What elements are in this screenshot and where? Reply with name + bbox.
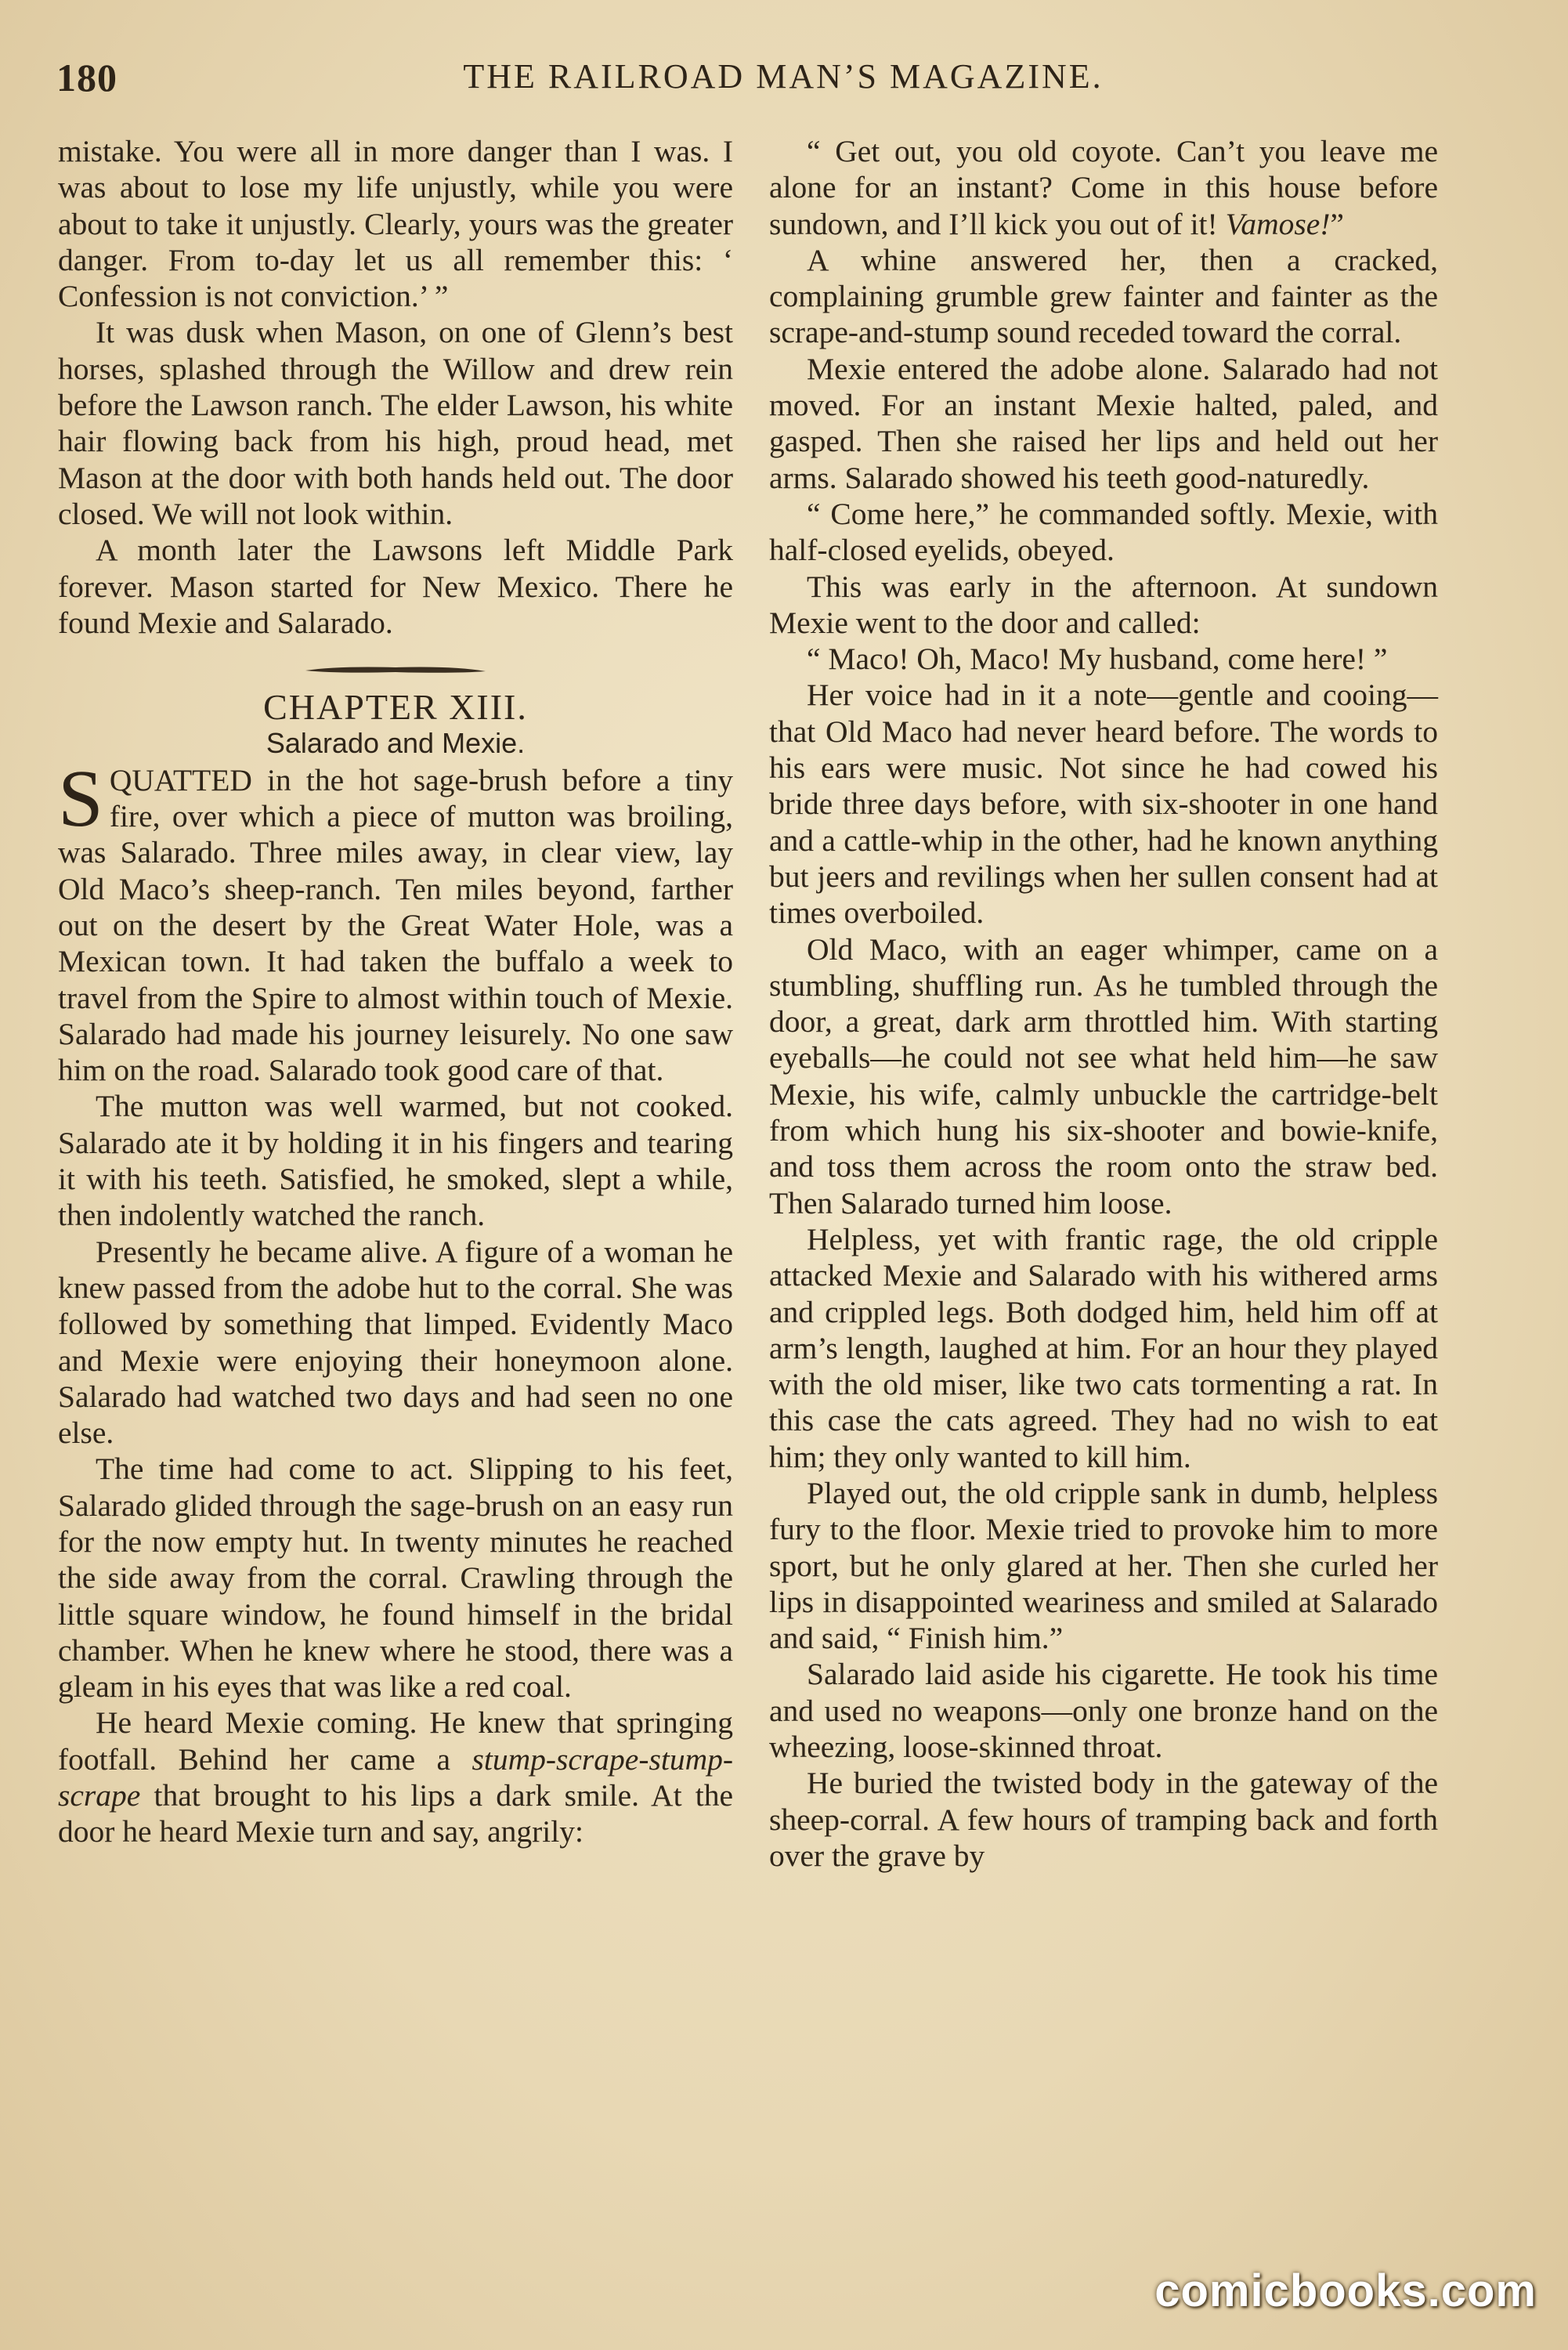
paragraph: Mexie entered the adobe alone. Salarado had not moved. For an instant Mexie halted, paled, and gasped. Then she raised her lips and held out her arms. Salarado showed his teeth good-naturedly. xyxy=(769,351,1438,495)
right-column xyxy=(769,133,1438,1874)
paragraph-text: “ Get out, you old coyote. Can’t you leave me alone for an instant? Come in this house before sundown, and I’ll kick you out of it! xyxy=(769,134,1438,241)
paragraph xyxy=(769,133,1438,242)
paragraph: Helpless, yet with frantic rage, the old cripple attacked Mexie and Salarado with his withered arms and crippled legs. Both dodged him, held him off at arm’s length, laughed at him. For an hour they played with the old miser, like two cats tormenting a rat. In this case the cats agreed. They had no wish to eat him; they only wanted to kill him. xyxy=(769,1221,1438,1474)
running-head: THE RAILROAD MAN’S MAGAZINE. xyxy=(463,57,1104,96)
drop-cap: S xyxy=(58,753,103,844)
paragraph xyxy=(58,1705,733,1849)
paragraph: Played out, the old cripple sank in dumb, helpless fury to the floor. Mexie tried to provoke him to more sport, but he only glared at her. Then she curled her lips in disappointed weariness and smiled at Salarado and said, “ Finish him.” xyxy=(769,1475,1438,1656)
paragraph: Presently he became alive. A figure of a woman he knew passed from the adobe hut to the corral. She was followed by something that limped. Evidently Maco and Mexie were enjoying their honeymoon alone. Salarado had watched two days and had seen no one else. xyxy=(58,1234,733,1451)
paragraph: Salarado laid aside his cigarette. He took his time and used no weapons—only one bronze hand on the wheezing, loose-skinned throat. xyxy=(769,1657,1438,1765)
paragraph-text: ” xyxy=(1330,206,1344,241)
paragraph: Her voice had in it a note—gentle and cooing—that Old Maco had never heard before. The words to his ears were music. Not since he had cowed his bride three days before, with six-shooter in one hand and a cattle-whip in the other, had he known anything but jeers and revilings when her sullen consent had at times overboiled. xyxy=(769,678,1438,931)
chapter-ornament xyxy=(305,664,486,675)
paragraph-text: He heard Mexie coming. He knew that springing footfall. Behind her came a xyxy=(58,1705,733,1777)
paragraph: It was dusk when Mason, on one of Glenn’s best horses, splashed through the Willow and drew rein before the Lawson ranch. The elder Lawson, his white hair flowing back from his high, proud head, met Mason at the door with both hands held out. The door closed. We will not look within. xyxy=(58,315,733,531)
paragraph: A month later the Lawsons left Middle Park forever. Mason started for New Mexico. There he found Mexie and Salarado. xyxy=(58,533,733,640)
chapter-title: CHAPTER XIII. xyxy=(263,687,528,728)
paragraph-text: QUATTED in the hot sage-brush before a tiny fire, over which a piece of mutton was broiling, was Salarado. Three miles away, in clear view, lay Old Maco’s sheep-ranch. Ten miles beyond, farther out on the desert by the Great Water Hole, was a Mexican town. It had taken the buffalo a week to travel from the Spire to almost within touch of Mexie. Salarado had made his journey leisurely. No one saw him on the road. Salarado took good care of that. xyxy=(58,762,733,1088)
watermark: comicbooks.com xyxy=(1154,2265,1537,2316)
paragraph: The time had come to act. Slipping to his feet, Salarado glided through the sage-brush on an easy run for the now empty hut. In twenty minutes he reached the side away from the corral. Crawling through the little square window, he found himself in the bridal chamber. When he knew where he stood, there was a gleam in his eyes that was like a red coal. xyxy=(58,1452,733,1705)
paragraph-with-dropcap xyxy=(58,753,733,1089)
page-number: 180 xyxy=(56,56,117,99)
paragraph: A whine answered her, then a cracked, complaining grumble grew fainter and fainter as the scrape-and-stump sound receded toward the corral. xyxy=(769,242,1438,350)
paragraph-text: that brought to his lips a dark smile. At the door he heard Mexie turn and say, angrily: xyxy=(58,1778,734,1849)
paragraph: mistake. You were all in more danger than I was. I was about to lose my life unjustly, while you were about to take it unjustly. Clearly, yours was the greater danger. From to-day let us all remember this: ‘ Confession is not conviction.’ ” xyxy=(58,134,733,314)
italic-text: Vamose! xyxy=(1225,206,1331,241)
paragraph: “ Maco! Oh, Maco! My husband, come here! ” xyxy=(807,642,1388,677)
paragraph: The mutton was well warmed, but not cooked. Salarado ate it by holding it in his fingers and tearing it with his teeth. Satisfied, he smoked, slept a while, then indolently watched the ranch. xyxy=(58,1089,733,1233)
paragraph: This was early in the afternoon. At sundown Mexie went to the door and called: xyxy=(769,569,1438,640)
paragraph: “ Come here,” he commanded softly. Mexie, with half-closed eyelids, obeyed. xyxy=(769,496,1438,568)
chapter-subtitle: Salarado and Mexie. xyxy=(266,727,526,760)
paragraph: He buried the twisted body in the gateway of the sheep-corral. A few hours of tramping back and forth over the grave by xyxy=(769,1766,1438,1873)
italic-text: stump-scrape-stump-scrape xyxy=(58,1741,733,1813)
paragraph: Old Maco, with an eager whimper, came on a stumbling, shuffling run. As he tumbled through the door, a great, dark arm throttled him. With starting eyeballs—he could not see what held him—he saw Mexie, his wife, calmly unbuckle the cartridge-belt from which hung his six-shooter and bowie-knife, and toss them across the room onto the straw bed. Then Salarado turned him loose. xyxy=(769,931,1438,1220)
left-column xyxy=(58,133,733,1850)
